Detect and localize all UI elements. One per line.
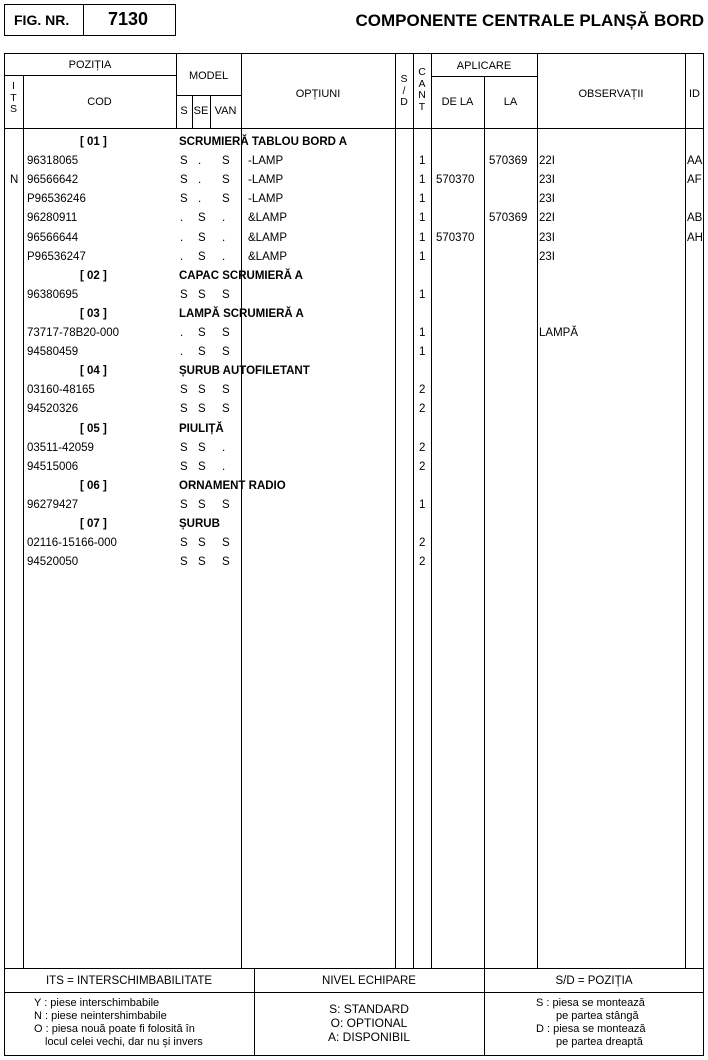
cell-model-van: S — [222, 556, 230, 569]
cell-optiuni: -LAMP — [248, 193, 284, 206]
cell-optiuni: -LAMP — [248, 174, 284, 187]
cell-cod: 94520050 — [27, 556, 79, 569]
cell-model-van: S — [222, 193, 230, 206]
cell-cant: 2 — [419, 403, 426, 416]
header-sd: S / D — [400, 73, 408, 108]
table-row — [0, 344, 708, 363]
cell-cod: P96536246 — [27, 193, 86, 206]
header-model-se: SE — [193, 105, 209, 117]
cell-model-se: S — [198, 498, 206, 511]
header-cant: C A N T — [418, 66, 426, 113]
cell-observatii: LAMPĂ — [539, 327, 578, 339]
header-bottom-line — [4, 128, 704, 129]
legend-sd-line-s-cont: pe partea stângă — [556, 1010, 639, 1022]
legend-its-line-o-cont: locul celei vechi, dar nu și invers — [45, 1036, 203, 1048]
cell-cant: 2 — [419, 384, 426, 397]
header-its: I T S — [9, 80, 17, 115]
cell-optiuni: &LAMP — [248, 231, 287, 244]
cell-de-la: 570370 — [436, 231, 475, 244]
cell-model-se: S — [198, 212, 206, 225]
legend-its-title: ITS = INTERSCHIMBABILITATE — [45, 975, 213, 987]
page-title: COMPONENTE CENTRALE PLANȘĂ BORD — [355, 11, 704, 30]
cell-model-van: S — [222, 346, 230, 359]
group-row — [0, 363, 708, 382]
cell-cant: 1 — [419, 212, 426, 225]
cell-cod: 03160-48165 — [27, 384, 95, 397]
cell-cant: 1 — [419, 174, 426, 187]
table-row — [0, 249, 708, 268]
cell-model-s: S — [180, 498, 188, 511]
legend-title-line — [4, 992, 704, 993]
group-row — [0, 478, 708, 497]
group-position: [ 04 ] — [80, 365, 107, 378]
header-pozitia: POZIȚIA — [68, 59, 112, 71]
cell-model-s: S — [180, 174, 188, 187]
legend-sd-line-s: S : piesa se montează — [536, 997, 645, 1009]
cell-model-se: S — [198, 384, 206, 397]
cell-model-s: . — [180, 346, 184, 359]
cell-cant: 1 — [419, 231, 426, 244]
cell-cod: 94515006 — [27, 460, 79, 473]
legend-sd-line-d-cont: pe partea dreaptă — [556, 1036, 643, 1048]
group-position: [ 05 ] — [80, 422, 107, 435]
table-row — [0, 210, 708, 229]
cell-model-van: . — [222, 441, 226, 454]
cell-model-s: S — [180, 403, 188, 416]
header-optiuni: OPȚIUNI — [295, 88, 341, 100]
cell-observatii: 23I — [539, 193, 555, 206]
group-name: LAMPĂ SCRUMIERĂ A — [179, 307, 304, 320]
group-position: [ 02 ] — [80, 269, 107, 282]
cell-model-se: . — [198, 193, 202, 206]
cell-model-se: S — [198, 288, 206, 301]
cell-cant: 2 — [419, 556, 426, 569]
cell-model-van: S — [222, 498, 230, 511]
cell-cod: 96280911 — [27, 212, 78, 225]
legend-its-line-o: O : piesa nouă poate fi folosită în — [34, 1023, 195, 1035]
cell-model-se: S — [198, 327, 206, 339]
group-name: CAPAC SCRUMIERĂ A — [179, 269, 303, 282]
group-row — [0, 134, 708, 153]
cell-observatii: 22I — [539, 155, 555, 168]
cell-model-s: S — [180, 441, 188, 454]
legend-nivel-standard: S: STANDARD — [329, 1002, 409, 1016]
group-position: [ 06 ] — [80, 479, 107, 492]
cell-la: 570369 — [489, 212, 528, 225]
cell-model-se: S — [198, 403, 206, 416]
cell-cant: 1 — [419, 288, 426, 301]
group-row — [0, 268, 708, 287]
table-row — [0, 535, 708, 554]
cell-model-van: S — [222, 288, 230, 301]
cell-cant: 2 — [419, 537, 426, 550]
model-divider — [176, 95, 241, 96]
header-aplicare: APLICARE — [456, 60, 512, 72]
cell-model-se: S — [198, 556, 206, 569]
cell-cod: 96279427 — [27, 498, 79, 511]
cell-model-s: S — [180, 537, 188, 550]
cell-model-s: S — [180, 460, 188, 473]
cell-cod: 96318065 — [27, 155, 79, 168]
cell-cod: 03511-42059 — [27, 441, 94, 454]
cell-model-van: . — [222, 250, 226, 263]
cell-model-van: . — [222, 231, 226, 244]
cell-optiuni: -LAMP — [248, 155, 284, 168]
cell-model-se: . — [198, 155, 202, 168]
group-name: ȘURUB — [179, 518, 220, 530]
cell-observatii: 23I — [539, 231, 555, 244]
cell-cant: 1 — [419, 155, 426, 168]
cell-model-se: S — [198, 346, 206, 359]
header-de-la: DE LA — [441, 96, 474, 108]
table-row — [0, 401, 708, 420]
cell-cant: 2 — [419, 441, 426, 454]
group-row — [0, 516, 708, 535]
cell-model-van: S — [222, 155, 230, 168]
group-row — [0, 306, 708, 325]
header-observatii: OBSERVAȚII — [578, 88, 644, 100]
legend-its-line-y: Y : piese interschimbabile — [34, 997, 160, 1009]
cell-id: AH — [687, 231, 703, 244]
cell-la: 570369 — [489, 155, 528, 168]
group-position: [ 03 ] — [80, 307, 107, 320]
cell-model-s: . — [180, 212, 184, 225]
group-name: PIULIȚĂ — [179, 422, 224, 435]
group-name: SCRUMIERĂ TABLOU BORD A — [179, 136, 348, 148]
cell-model-se: S — [198, 441, 206, 454]
group-position: [ 07 ] — [80, 518, 107, 530]
cell-its: N — [10, 174, 19, 187]
cell-cant: 2 — [419, 460, 426, 473]
cell-model-s: S — [180, 556, 188, 569]
cell-model-van: S — [222, 537, 230, 550]
cell-observatii: 23I — [539, 250, 555, 263]
cell-cant: 1 — [419, 346, 426, 359]
legend-nivel-title: NIVEL ECHIPARE — [322, 975, 416, 987]
table-row — [0, 325, 708, 344]
cell-model-se: . — [198, 174, 202, 187]
header-model-s: S — [180, 105, 188, 117]
cell-model-van: S — [222, 174, 230, 187]
cell-model-van: S — [222, 327, 230, 339]
table-row — [0, 230, 708, 249]
cell-model-s: S — [180, 155, 188, 168]
cell-model-se: S — [198, 250, 206, 263]
table-row — [0, 287, 708, 306]
cell-model-s: . — [180, 327, 184, 339]
cell-model-s: S — [180, 288, 188, 301]
cell-model-s: S — [180, 384, 188, 397]
cell-de-la: 570370 — [436, 174, 475, 187]
cell-observatii: 23I — [539, 174, 555, 187]
header-la: LA — [503, 96, 518, 108]
table-row — [0, 191, 708, 210]
cell-cod: 94580459 — [27, 346, 79, 359]
cell-optiuni: &LAMP — [248, 250, 287, 263]
cell-optiuni: &LAMP — [248, 212, 287, 225]
cell-cant: 1 — [419, 250, 426, 263]
table-row — [0, 554, 708, 573]
figure-number: 7130 — [108, 9, 149, 29]
cell-model-van: . — [222, 460, 226, 473]
cell-cod: P96536247 — [27, 250, 86, 263]
cell-model-s: . — [180, 250, 184, 263]
cell-cod: 73717-78B20-000 — [27, 327, 120, 339]
cell-model-se: S — [198, 537, 206, 550]
legend-its-line-n: N : piese neintershimbabile — [34, 1010, 167, 1022]
cell-cant: 1 — [419, 327, 426, 339]
cell-id: AB — [687, 212, 703, 225]
table-row — [0, 172, 708, 191]
cell-id: AA — [687, 155, 703, 168]
group-name: ȘURUB AUTOFILETANT — [179, 365, 310, 378]
cell-model-van: S — [222, 384, 230, 397]
cell-model-s: . — [180, 231, 184, 244]
cell-model-s: S — [180, 193, 188, 206]
cell-model-van: S — [222, 403, 230, 416]
cell-cod: 96380695 — [27, 288, 79, 301]
group-position: [ 01 ] — [80, 136, 107, 148]
cell-cod: 96566644 — [27, 231, 79, 244]
header-id: ID — [689, 88, 700, 100]
cell-cod: 02116-15166-000 — [27, 537, 117, 550]
cell-model-se: S — [198, 460, 206, 473]
cell-cod: 96566642 — [27, 174, 79, 187]
cell-cant: 1 — [419, 498, 426, 511]
cell-cant: 1 — [419, 193, 426, 206]
header-model: MODEL — [188, 70, 229, 82]
cell-id: AF — [687, 174, 702, 187]
cell-cod: 94520326 — [27, 403, 79, 416]
table-row — [0, 459, 708, 478]
legend-top-line — [4, 968, 704, 969]
cell-model-se: S — [198, 231, 206, 244]
header-cod: COD — [87, 96, 112, 108]
group-name: ORNAMENT RADIO — [179, 479, 286, 492]
legend-sd-line-d: D : piesa se montează — [536, 1023, 646, 1035]
legend-sd-title: S/D = POZIȚIA — [555, 975, 633, 987]
table-row — [0, 153, 708, 172]
figure-label: FIG. NR. — [14, 12, 70, 28]
legend-nivel-disponibil: A: DISPONIBIL — [327, 1030, 411, 1044]
cell-model-van: . — [222, 212, 226, 225]
cell-observatii: 22I — [539, 212, 555, 225]
table-row — [0, 382, 708, 401]
pozitia-divider — [4, 75, 176, 76]
group-row — [0, 421, 708, 440]
header-model-van: VAN — [214, 105, 237, 117]
legend-nivel-optional: O: OPTIONAL — [330, 1016, 408, 1030]
table-row — [0, 440, 708, 459]
table-row — [0, 497, 708, 516]
